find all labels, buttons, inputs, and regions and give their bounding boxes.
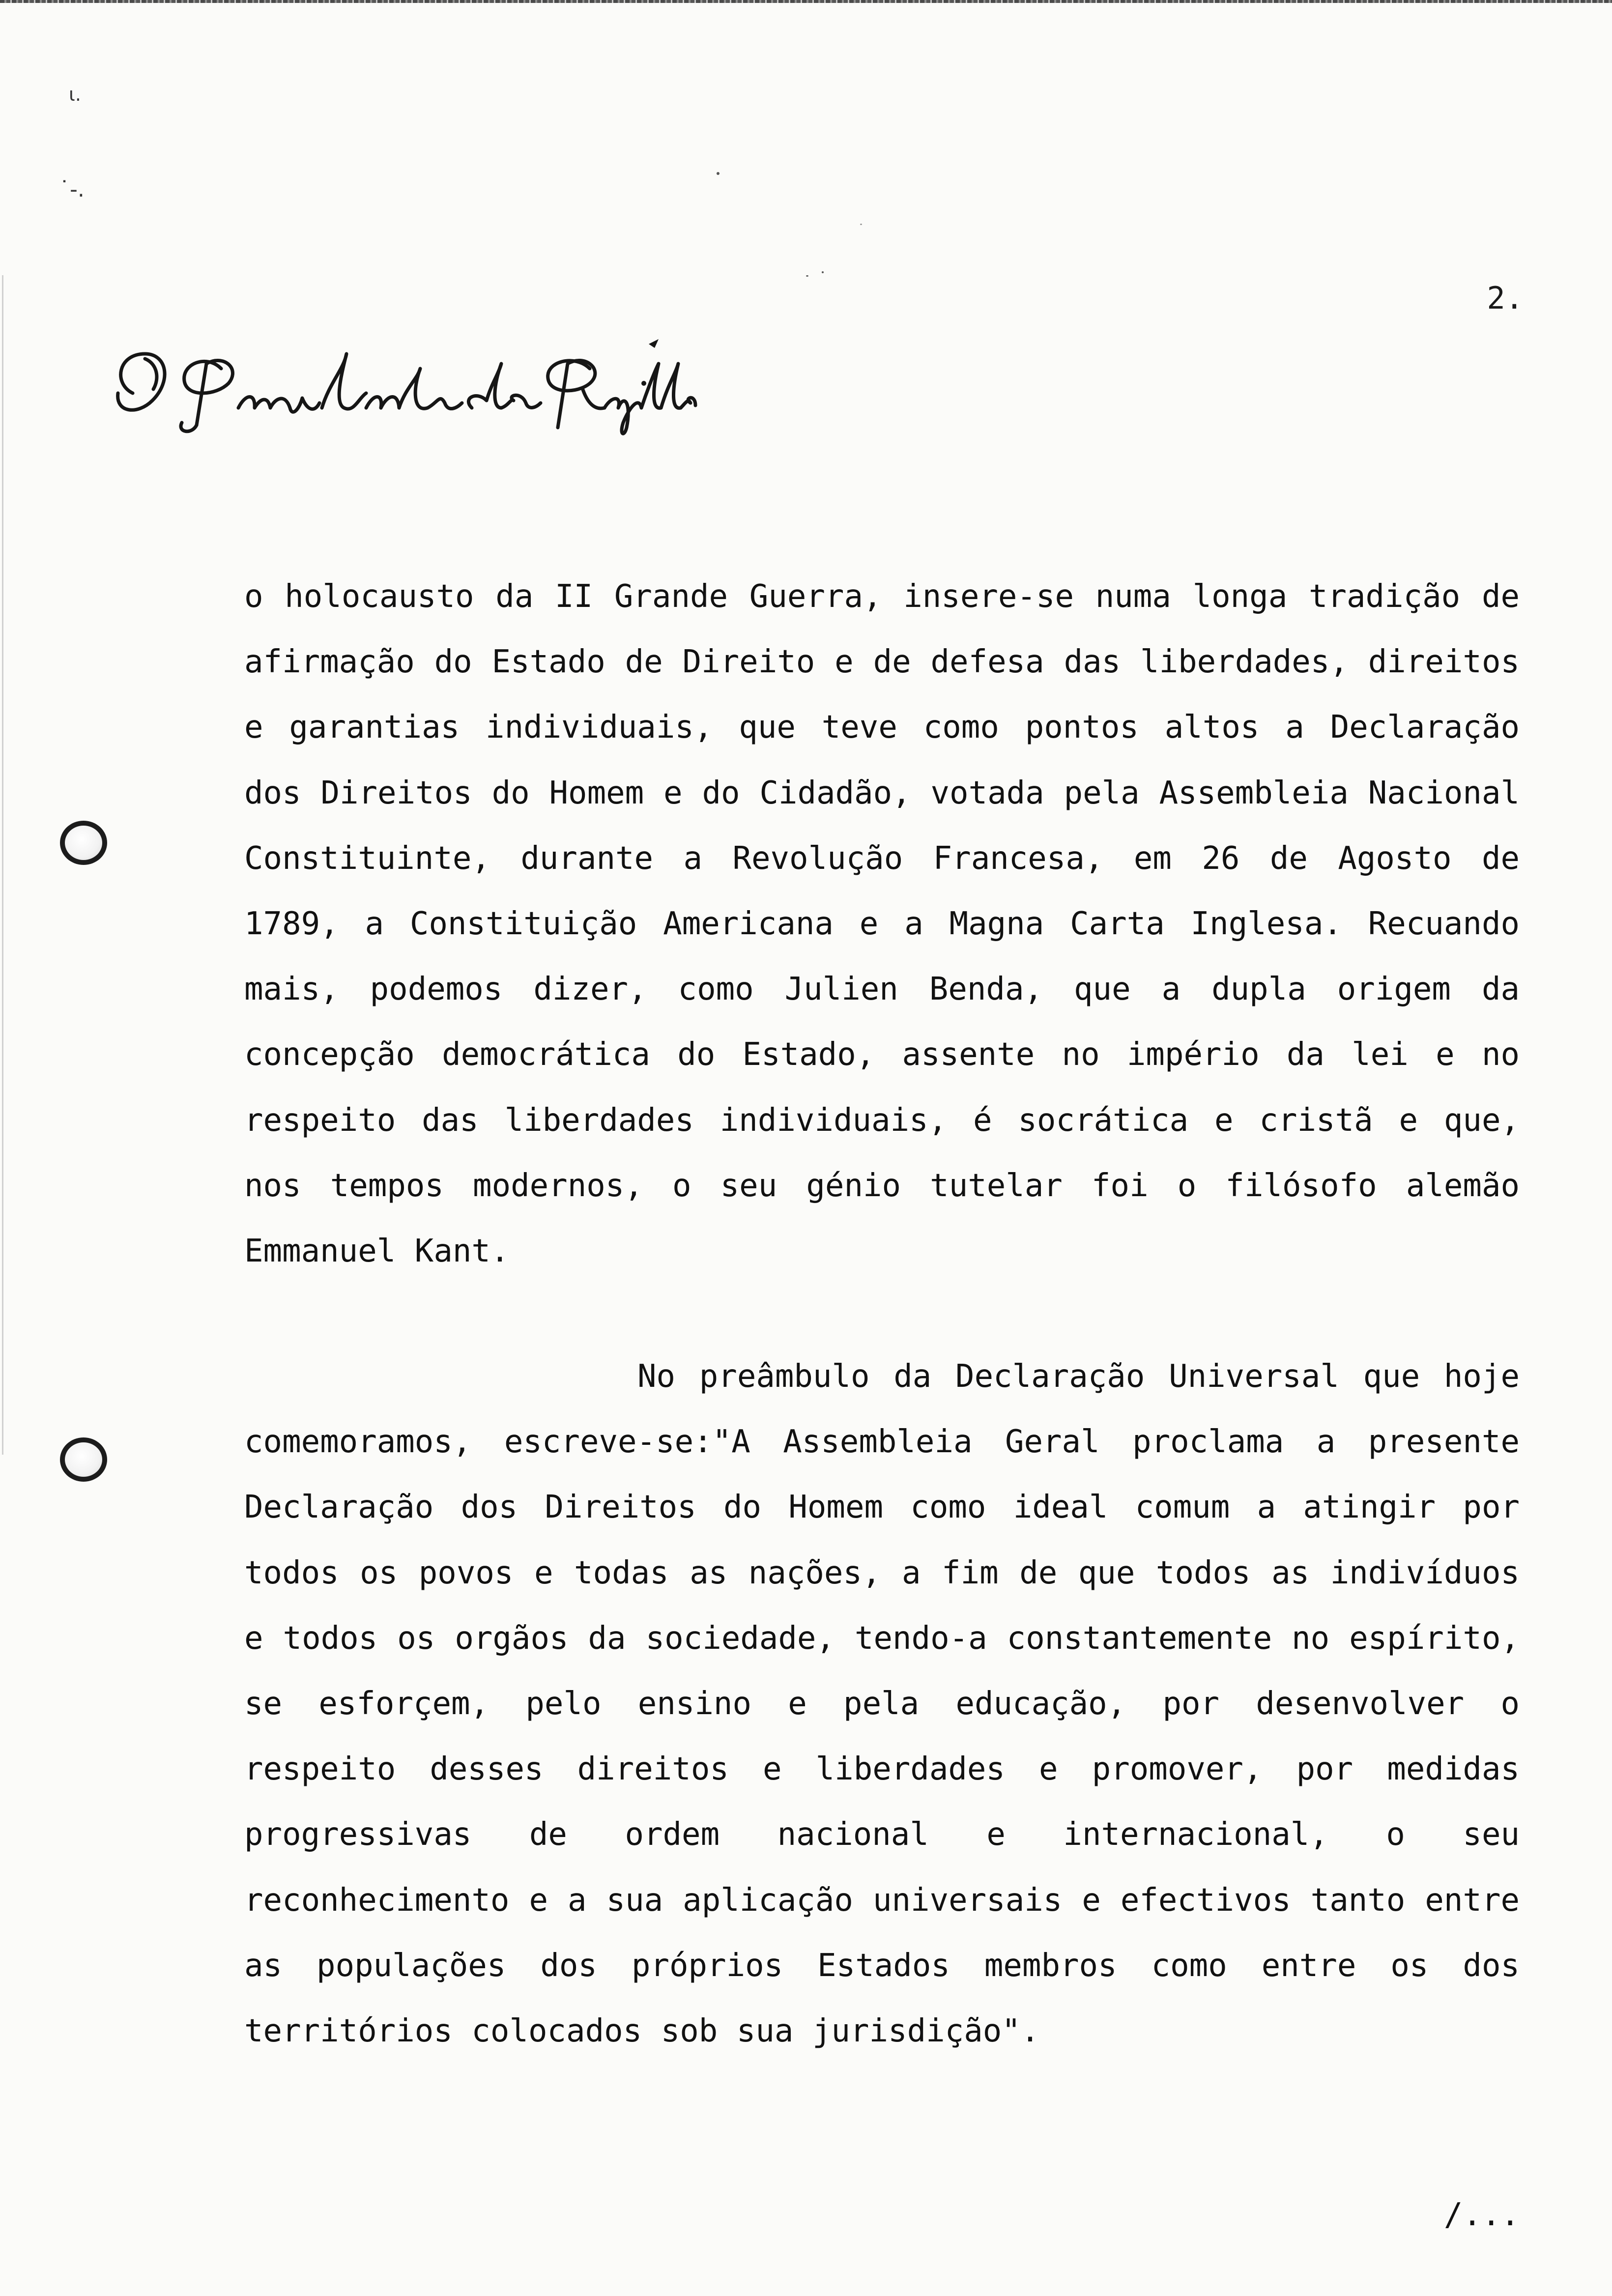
scan-speck: [806, 275, 808, 277]
scan-speck: [822, 271, 824, 273]
body-paragraph-1: o holocausto da II Grande Guerra, insere-se numa longa tradição de afirmação do Estado de Direito e de defesa das liberdades, direitos e garantias individuais, que teve como pontos altos a Declaração dos Direitos do Homem e do Cidadão, votada pela Assembleia Nacional Constituinte, durante a Revolução Francesa, em 26 de Agosto de 1789, a Constituição Americana e a Magna Carta Inglesa. Recuando mais, podemos dizer, como Julien Benda, que a dupla origem da concepção democrática do Estado, assente no império da lei e no respeito das liberdades individuais, é socrática e cristã e que, nos tempos modernos, o seu génio tutelar foi o filósofo alemão Emmanuel Kant.: [244, 578, 1520, 1270]
continuation-marker: /...: [1443, 2197, 1520, 2233]
scan-speck: [717, 172, 720, 175]
scan-mark-top: ɩ.: [69, 84, 81, 105]
scan-top-edge: [0, 0, 1612, 3]
scan-mark-second: ˙-.: [59, 177, 85, 202]
scan-left-edge: [2, 275, 3, 1455]
scan-speck: [860, 224, 862, 225]
punch-hole: [60, 1437, 107, 1482]
page-number: 2.: [1487, 280, 1524, 316]
letterhead-script-logo: [98, 334, 698, 442]
body-paragraph-2: No preâmbulo da Declaração Universal que hoje comemoramos, escreve-se:"A Assembleia Geral proclama a presente Declaração dos Direitos do Homem como ideal comum a atingir por todos os povos e todas as nações, a fim de que todos as indivíduos e todos os orgãos da sociedade, tendo-a constantemente no espírito, se esforçem, pelo ensino e pela educação, por desenvolver o respeito desses direitos e liberdades e promover, por medidas progressivas de ordem nacional e internacional, o seu reconhecimento e a sua aplicação universais e efectivos tanto entre as populações dos próprios Estados membros como entre os dos territórios colocados sob sua jurisdição".: [244, 1358, 1520, 2050]
letterhead-signature: [98, 334, 698, 442]
punch-hole: [60, 821, 107, 865]
